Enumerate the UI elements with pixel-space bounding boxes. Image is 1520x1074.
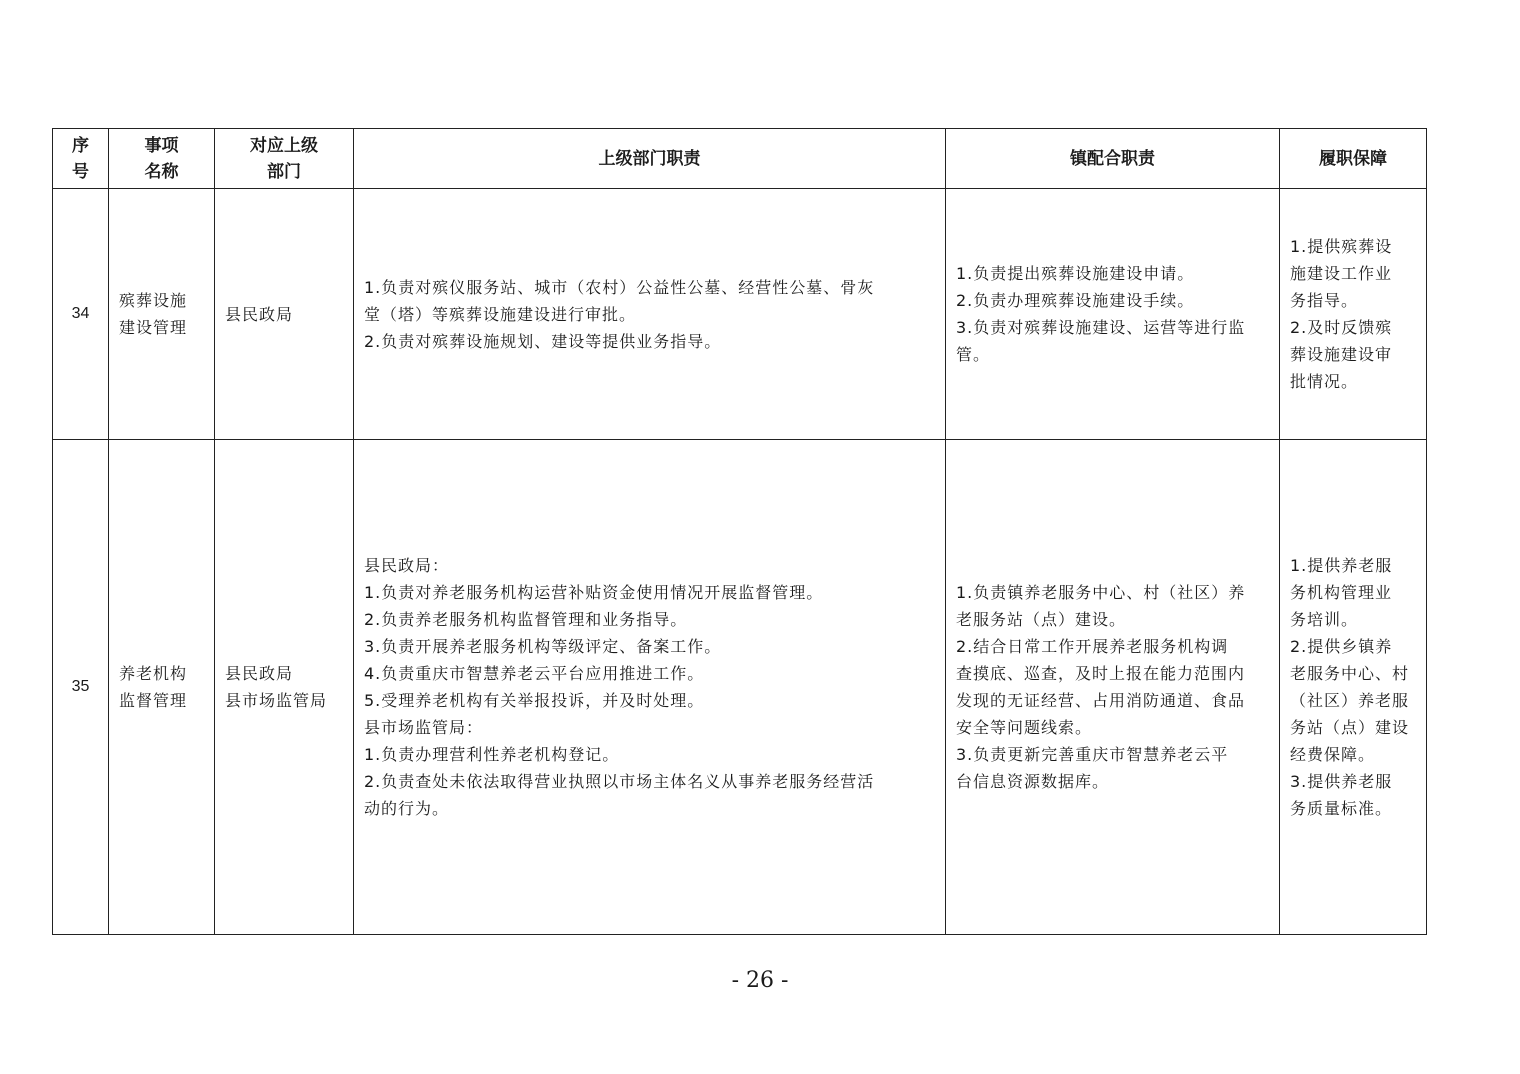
row-dept: 县民政局 — [215, 189, 354, 440]
row-item-name: 殡葬设施 建设管理 — [109, 189, 215, 440]
row-seq: 35 — [53, 440, 109, 935]
row-guarantee: 1.提供殡葬设 施建设工作业 务指导。 2.及时反馈殡 葬设施建设审 批情况。 — [1280, 189, 1427, 440]
table-header-row — [53, 129, 1427, 189]
header-dept: 对应上级 部门 — [215, 129, 354, 189]
header-seq: 序 号 — [53, 129, 109, 189]
duty-table — [52, 128, 1427, 935]
row-seq: 34 — [53, 189, 109, 440]
table-row — [53, 440, 1427, 935]
page-number: - 26 - — [731, 968, 789, 993]
table-row — [53, 189, 1427, 440]
header-town-duty: 镇配合职责 — [946, 129, 1280, 189]
header-guarantee: 履职保障 — [1280, 129, 1427, 189]
row-dept: 县民政局 县市场监管局 — [215, 440, 354, 935]
header-item-name: 事项 名称 — [109, 129, 215, 189]
row-guarantee: 1.提供养老服 务机构管理业 务培训。 2.提供乡镇养 老服务中心、村 （社区）养老服 务站（点）建设 经费保障。 3.提供养老服 务质量标准。 — [1280, 440, 1427, 935]
row-upper-duty: 1.负责对殡仪服务站、城市（农村）公益性公墓、经营性公墓、骨灰 堂（塔）等殡葬设施建设进行审批。 2.负责对殡葬设施规划、建设等提供业务指导。 — [354, 189, 946, 440]
row-town-duty: 1.负责镇养老服务中心、村（社区）养 老服务站（点）建设。 2.结合日常工作开展养老服务机构调 查摸底、巡查，及时上报在能力范围内 发现的无证经营、占用消防通道、食品 安全等问题线索。 3.负责更新完善重庆市智慧养老云平 台信息资源数据库。 — [946, 440, 1280, 935]
row-upper-duty: 县民政局： 1.负责对养老服务机构运营补贴资金使用情况开展监督管理。 2.负责养老服务机构监督管理和业务指导。 3.负责开展养老服务机构等级评定、备案工作。 4.负责重庆市智慧养老云平台应用推进工作。 5.受理养老机构有关举报投诉，并及时处理。 县市场监管局： 1.负责办理营利性养老机构登记。 2.负责查处未依法取得营业执照以市场主体名义从事养老服务经营活 动的行为。 — [354, 440, 946, 935]
row-town-duty: 1.负责提出殡葬设施建设申请。 2.负责办理殡葬设施建设手续。 3.负责对殡葬设施建设、运营等进行监 管。 — [946, 189, 1280, 440]
header-upper-duty: 上级部门职责 — [354, 129, 946, 189]
row-item-name: 养老机构 监督管理 — [109, 440, 215, 935]
